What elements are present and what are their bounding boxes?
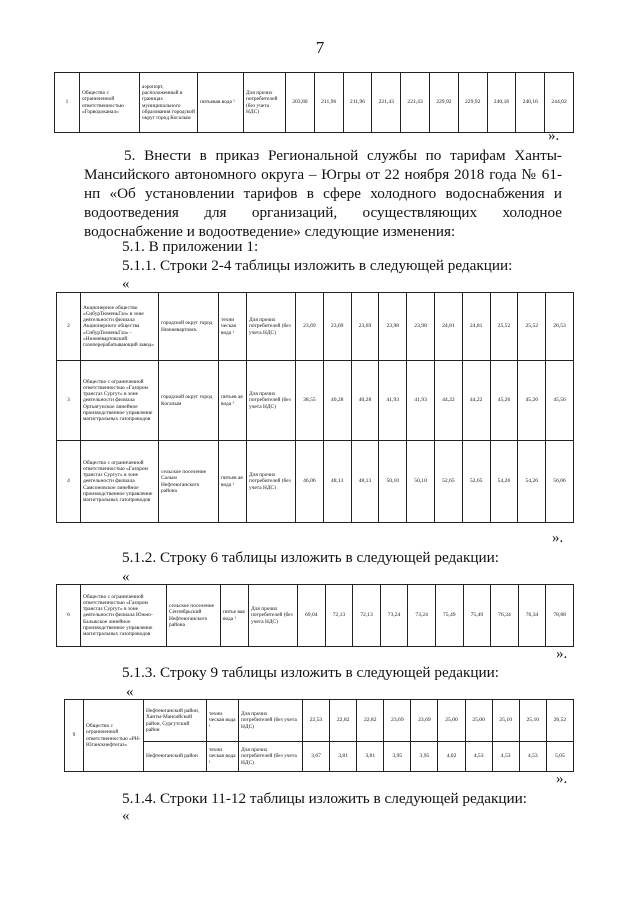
consumer-cell: Для прочих потребителей (без учета НДС) bbox=[249, 585, 298, 647]
tariff-value: 24,81 bbox=[434, 293, 462, 361]
consumer-cell: Для прочих потребителей (без учета НДС) bbox=[244, 73, 286, 133]
tariff-value: 73,24 bbox=[380, 585, 408, 647]
tariff-value: 3,95 bbox=[411, 742, 438, 772]
table-row bbox=[57, 361, 574, 441]
row-index: 6 bbox=[57, 585, 81, 647]
closing-quote: ». bbox=[556, 771, 568, 787]
tariff-value: 229,92 bbox=[429, 73, 458, 133]
territory-cell: сельское поселение Сентябрьский Нефтеюганского района bbox=[167, 585, 221, 647]
tariff-value: 54,26 bbox=[490, 441, 518, 523]
tariff-value: 40,28 bbox=[323, 361, 351, 441]
tariff-value: 229,92 bbox=[458, 73, 487, 133]
row-index: 1 bbox=[55, 73, 80, 133]
tariff-value: 69,04 bbox=[298, 585, 326, 647]
tariff-value: 44,22 bbox=[462, 361, 490, 441]
resource-cell: питьевая вода ¹ bbox=[198, 73, 244, 133]
tariff-value: 23,69 bbox=[384, 700, 411, 742]
tariff-value: 45,26 bbox=[518, 361, 546, 441]
table-row bbox=[55, 73, 574, 133]
tariff-value: 4,53 bbox=[465, 742, 492, 772]
tariff-value: 203,80 bbox=[286, 73, 315, 133]
tariff-value: 4,53 bbox=[492, 742, 519, 772]
organization-cell: Общество с ограниченной ответственностью «Газпром трансгаз Сургут» в зоне деятельности филиала Ортьягунское линейное производственное управление магистральных газопроводов bbox=[81, 361, 159, 441]
tariff-value: 23,69 bbox=[351, 293, 379, 361]
tariff-value: 25,00 bbox=[438, 700, 465, 742]
tariff-value: 244,02 bbox=[545, 73, 574, 133]
table-row bbox=[57, 293, 574, 361]
organization-cell: Общество с ограниченной ответственностью «Газпром трансгаз Сургут» в зоне деятельности филиала Южно-Балыкское линейное производственное управление магистральных газопроводов bbox=[81, 585, 167, 647]
tariff-value: 240,16 bbox=[487, 73, 516, 133]
resource-cell: питьев ая вода ¹ bbox=[219, 441, 247, 523]
tariff-value: 22,53 bbox=[303, 700, 330, 742]
organization-cell: Акционерное общество «СибурТюменьГаз» в зоне деятельности филиала Акционерного общества «СибурТюменьГаз» - «Нижневартовский газоперерабатывающий завод» bbox=[81, 293, 159, 361]
tariff-value: 23,69 bbox=[411, 700, 438, 742]
item-5-1-1: 5.1.1. Строки 2-4 таблицы изложить в следующей редакции: bbox=[122, 257, 513, 274]
tariff-value: 50,10 bbox=[379, 441, 407, 523]
resource-cell: питье вая вода ¹ bbox=[221, 585, 249, 647]
tariff-value: 22,82 bbox=[330, 700, 357, 742]
row-index: 9 bbox=[65, 700, 84, 772]
tariff-value: 22,82 bbox=[357, 700, 384, 742]
tariff-value: 240,16 bbox=[516, 73, 545, 133]
opening-quote: « bbox=[122, 276, 130, 292]
tariff-value: 25,10 bbox=[519, 700, 546, 742]
tariff-value: 41,93 bbox=[407, 361, 435, 441]
opening-quote: « bbox=[126, 684, 134, 700]
opening-quote: « bbox=[122, 569, 130, 585]
tariff-value: 45,56 bbox=[546, 361, 574, 441]
table-row bbox=[57, 441, 574, 523]
tariff-value: 3,95 bbox=[384, 742, 411, 772]
item-5-1: 5.1. В приложении 1: bbox=[122, 238, 259, 255]
tariff-table-row-6 bbox=[56, 584, 574, 647]
consumer-cell: Для прочих потребителей (без учета НДС) bbox=[239, 742, 303, 772]
item-5-1-4: 5.1.4. Строки 11-12 таблицы изложить в следующей редакции: bbox=[122, 790, 527, 807]
tariff-value: 54,26 bbox=[518, 441, 546, 523]
row-index: 4 bbox=[57, 441, 81, 523]
item-5-1-2: 5.1.2. Строку 6 таблицы изложить в следующей редакции: bbox=[122, 549, 499, 566]
table-row bbox=[57, 585, 574, 647]
territory-cell: сельское поселение Салым Нефтеюганского района bbox=[159, 441, 219, 523]
table-row bbox=[65, 700, 574, 742]
tariff-value: 211,96 bbox=[343, 73, 372, 133]
row-index: 2 bbox=[57, 293, 81, 361]
territory-cell: Нефтеюганский район bbox=[144, 742, 207, 772]
tariff-value: 3,67 bbox=[303, 742, 330, 772]
tariff-value: 23,69 bbox=[296, 293, 324, 361]
row-index: 3 bbox=[57, 361, 81, 441]
consumer-cell: Для прочих потребителей (без учета НДС) bbox=[247, 361, 296, 441]
tariff-value: 24,81 bbox=[462, 293, 490, 361]
tariff-value: 4,02 bbox=[438, 742, 465, 772]
resource-cell: техни ческая вода ¹ bbox=[207, 742, 239, 772]
tariff-value: 75,49 bbox=[463, 585, 491, 647]
tariff-value: 25,00 bbox=[465, 700, 492, 742]
territory-cell: городской округ город Когалым bbox=[159, 361, 219, 441]
tariff-value: 5,05 bbox=[546, 742, 573, 772]
tariff-value: 3,81 bbox=[357, 742, 384, 772]
tariff-value: 76,34 bbox=[518, 585, 546, 647]
tariff-value: 76,34 bbox=[491, 585, 519, 647]
tariff-value: 78,88 bbox=[546, 585, 574, 647]
closing-quote: ». bbox=[556, 646, 568, 662]
tariff-value: 52,65 bbox=[434, 441, 462, 523]
tariff-value: 73,24 bbox=[408, 585, 436, 647]
tariff-value: 211,96 bbox=[314, 73, 343, 133]
territory-cell: аэропорт, расположенный в границах муниципального образования городской округ город Когалым bbox=[140, 73, 198, 133]
tariff-value: 23,98 bbox=[379, 293, 407, 361]
tariff-value: 50,10 bbox=[407, 441, 435, 523]
organization-cell: Общество с ограниченной ответственностью «РН-Юганскнефтегаз» bbox=[84, 700, 144, 772]
territory-cell: Нефтеюганский район, Ханты-Мансийский район, Сургутский район bbox=[144, 700, 207, 742]
tariff-value: 56,06 bbox=[546, 441, 574, 523]
closing-quote: ». bbox=[552, 530, 564, 546]
tariff-value: 3,81 bbox=[330, 742, 357, 772]
organization-cell: Общество с ограниченной ответственностью «Горводоканал» bbox=[80, 73, 140, 133]
tariff-value: 25,10 bbox=[492, 700, 519, 742]
tariff-value: 221,43 bbox=[372, 73, 401, 133]
tariff-value: 41,93 bbox=[379, 361, 407, 441]
tariff-value: 25,52 bbox=[490, 293, 518, 361]
tariff-value: 221,43 bbox=[401, 73, 430, 133]
tariff-value: 23,98 bbox=[407, 293, 435, 361]
tariff-value: 75,49 bbox=[435, 585, 463, 647]
tariff-value: 45,26 bbox=[490, 361, 518, 441]
tariff-value: 46,06 bbox=[296, 441, 324, 523]
closing-quote: ». bbox=[548, 128, 560, 144]
tariff-value: 44,22 bbox=[434, 361, 462, 441]
tariff-value: 23,69 bbox=[323, 293, 351, 361]
opening-quote: « bbox=[122, 808, 130, 824]
tariff-value: 40,28 bbox=[351, 361, 379, 441]
tariff-value: 72,13 bbox=[353, 585, 381, 647]
consumer-cell: Для прочих потребителей (без учета НДС) bbox=[247, 293, 296, 361]
tariff-table-rows-2-4 bbox=[56, 292, 574, 523]
resource-cell: техни ческая вода ¹ bbox=[219, 293, 247, 361]
tariff-table-row-1 bbox=[54, 72, 574, 133]
organization-cell: Общество с ограниченной ответственностью «Газпром трансгаз Сургут» в зоне деятельности филиала Самсоновское линейное производственное управление магистральных газопроводов bbox=[81, 441, 159, 523]
tariff-table-row-9 bbox=[64, 699, 574, 772]
consumer-cell: Для прочих потребителей (без учета НДС) bbox=[239, 700, 303, 742]
consumer-cell: Для прочих потребителей (без учета НДС) bbox=[247, 441, 296, 523]
tariff-value: 26,52 bbox=[546, 700, 573, 742]
resource-cell: питьев ая вода ¹ bbox=[219, 361, 247, 441]
tariff-value: 72,13 bbox=[325, 585, 353, 647]
tariff-value: 38,55 bbox=[296, 361, 324, 441]
paragraph-5: 5. Внести в приказ Региональной службы по тарифам Ханты-Мансийского автономного округа – Югры от 22 ноября 2018 года № 61-нп «Об установлении тарифов в сфере холодного водоснабжения и водоотведения для организаций, осуществляющих холодное водоснабжение и водоотведение» следующие изменения: bbox=[84, 147, 562, 240]
territory-cell: городской округ город Нижневартовск bbox=[159, 293, 219, 361]
tariff-value: 48,13 bbox=[351, 441, 379, 523]
tariff-value: 48,13 bbox=[323, 441, 351, 523]
tariff-value: 52,65 bbox=[462, 441, 490, 523]
page-number: 7 bbox=[315, 38, 325, 57]
tariff-value: 25,52 bbox=[518, 293, 546, 361]
tariff-value: 4,53 bbox=[519, 742, 546, 772]
tariff-value: 26,53 bbox=[546, 293, 574, 361]
resource-cell: техни ческая вода ¹ bbox=[207, 700, 239, 742]
item-5-1-3: 5.1.3. Строку 9 таблицы изложить в следующей редакции: bbox=[122, 664, 499, 681]
